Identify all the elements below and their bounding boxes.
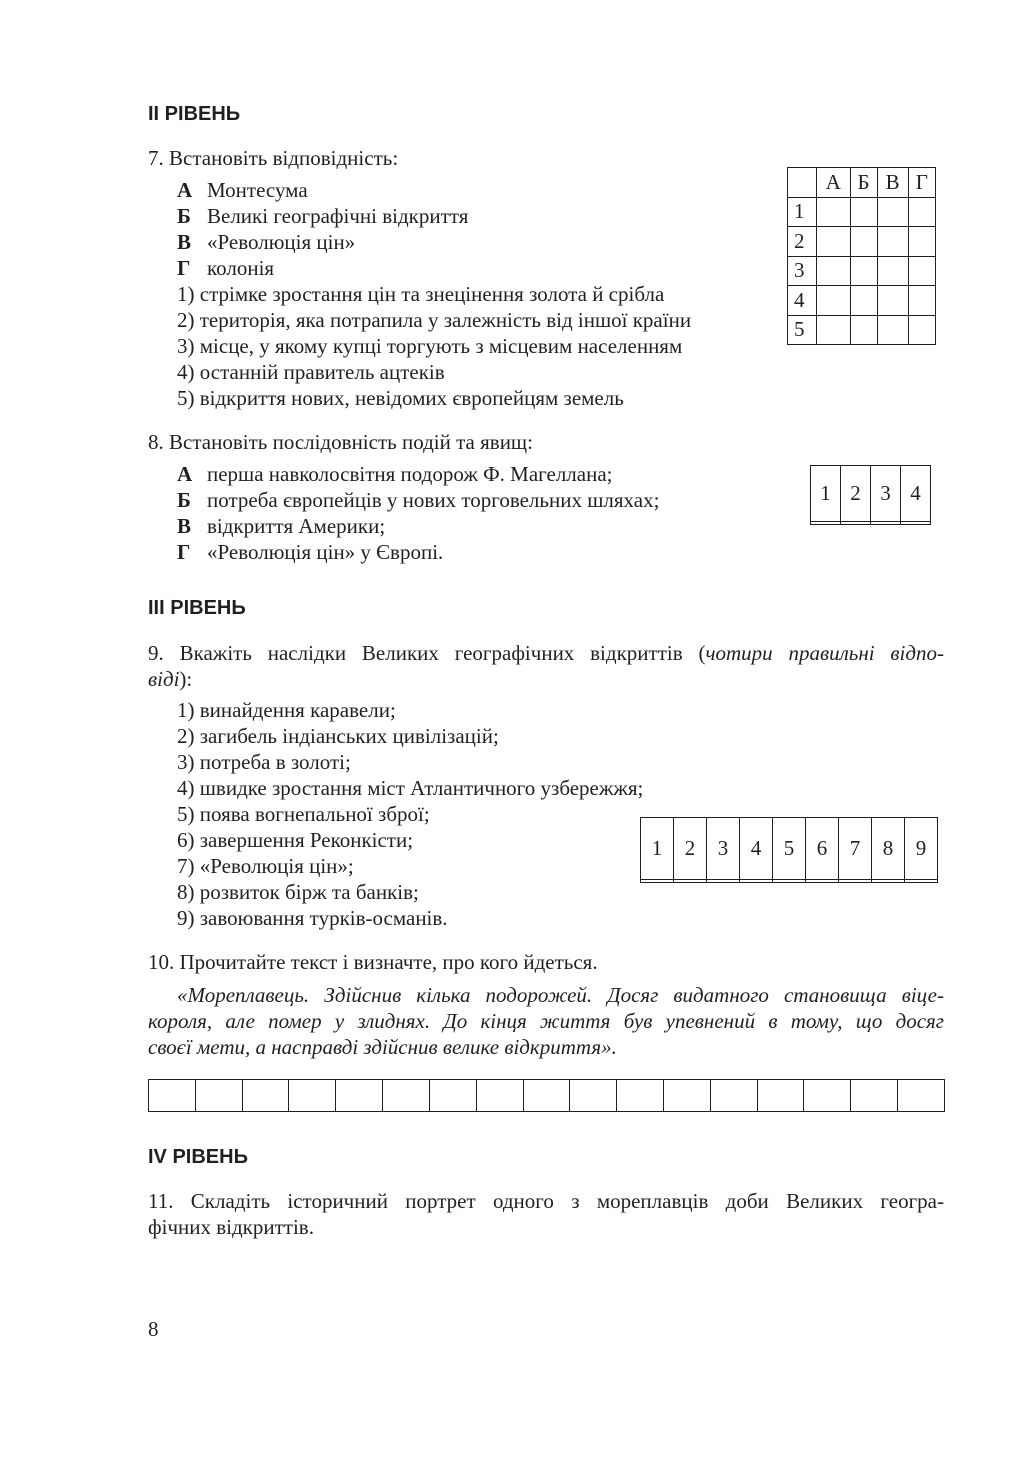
q11-line-2: фічних відкриттів. <box>148 1215 314 1239</box>
q10-answer-grid <box>148 1079 945 1112</box>
q9-option-6: 6) завершення Реконкісти; <box>177 828 414 852</box>
q7-grid-row-header: 4 <box>788 286 817 316</box>
q10-answer-cell[interactable] <box>851 1080 898 1112</box>
q8-item-v: В відкриття Америки; <box>177 514 386 538</box>
q7-grid-row-header: 3 <box>788 256 817 286</box>
q9-grid-cell[interactable] <box>872 880 905 883</box>
q9-options <box>177 697 643 931</box>
q7-grid-cell[interactable] <box>877 315 908 345</box>
level-3-heading: III РІВЕНЬ <box>148 597 246 619</box>
q10-answer-cell[interactable] <box>476 1080 523 1112</box>
q11-prompt <box>148 1188 944 1240</box>
q10-answer-cell[interactable] <box>242 1080 289 1112</box>
q8-grid-col-header: 3 <box>871 466 901 522</box>
level-4-heading: IV РІВЕНЬ <box>148 1146 248 1168</box>
level-2-heading: II РІВЕНЬ <box>148 103 241 125</box>
q7-grid-cell[interactable] <box>877 227 908 257</box>
q7-grid-cell[interactable] <box>817 315 851 345</box>
q9-grid-cell[interactable] <box>839 880 872 883</box>
q7-grid-row-header: 1 <box>788 197 817 227</box>
q9-grid-col-header: 2 <box>674 818 707 880</box>
q7-prompt: 7. Встановіть відповідність: <box>148 146 399 170</box>
q9-grid-col-header: 4 <box>740 818 773 880</box>
q10-answer-cell[interactable] <box>289 1080 336 1112</box>
q9-grid-cell[interactable] <box>773 880 806 883</box>
q7-grid-cell[interactable] <box>817 286 851 316</box>
q9-option-1: 1) винайдення каравели; <box>177 698 396 722</box>
q9-grid-col-header: 1 <box>641 818 674 880</box>
q10-answer-cell[interactable] <box>195 1080 242 1112</box>
q7-grid-cell[interactable] <box>850 286 877 316</box>
q8-grid-cell[interactable] <box>811 522 841 525</box>
q10-answer-cell[interactable] <box>710 1080 757 1112</box>
q10-answer-cell[interactable] <box>429 1080 476 1112</box>
q7-grid-cell[interactable] <box>850 315 877 345</box>
q8-prompt: 8. Встановіть послідовність подій та явищ: <box>148 430 533 454</box>
q7-grid-cell[interactable] <box>817 256 851 286</box>
q7-grid-cell[interactable] <box>908 256 935 286</box>
q10-answer-cell[interactable] <box>336 1080 383 1112</box>
q7-grid-cell[interactable] <box>877 256 908 286</box>
q9-grid-col-header: 6 <box>806 818 839 880</box>
q9-grid-cell[interactable] <box>674 880 707 883</box>
q8-item-g: Г «Революція цін» у Європі. <box>177 540 444 564</box>
q8-item-b: Б потреба європейців у нових торговельних шляхах; <box>177 488 660 512</box>
q10-answer-cell[interactable] <box>617 1080 664 1112</box>
q11-line-1: 11. Складіть історичний портрет одного з мореплавців доби Великих геогра- <box>148 1189 944 1213</box>
q9-grid-col-header: 9 <box>905 818 938 880</box>
q8-grid-cell[interactable] <box>901 522 931 525</box>
q7-grid-cell[interactable] <box>850 227 877 257</box>
q7-grid-cell[interactable] <box>850 197 877 227</box>
q10-quote-line-2: короля, але помер у злиднях. До кінця життя був упевнений в тому, що досяг <box>148 1009 944 1033</box>
q8-grid-col-header: 4 <box>901 466 931 522</box>
q7-grid-cell[interactable] <box>908 227 935 257</box>
q10-answer-cell[interactable] <box>523 1080 570 1112</box>
q8-grid-col-header: 1 <box>811 466 841 522</box>
q7-option-1: 1) стрімке зростання цін та знецінення золота й срібла <box>177 282 665 306</box>
page-number: 8 <box>148 1317 159 1341</box>
q7-grid-col-header: А <box>817 168 851 198</box>
q10-quote-line-1: «Мореплавець. Здійснив кілька подорожей. Досяг видатного становища віце- <box>177 983 944 1007</box>
q9-grid-cell[interactable] <box>806 880 839 883</box>
q9-answer-grid <box>640 817 938 883</box>
q9-prompt-line-1: 9. Вкажіть наслідки Великих географічних відкриттів (чотири правильні відпо- <box>148 641 944 665</box>
q10-answer-cell[interactable] <box>383 1080 430 1112</box>
q10-answer-cell[interactable] <box>570 1080 617 1112</box>
q10-answer-cell[interactable] <box>663 1080 710 1112</box>
q7-grid-corner <box>788 168 817 198</box>
q10-quote-line-3: своєї мети, а насправді здійснив велике відкриття». <box>148 1035 617 1059</box>
q10-answer-row <box>149 1080 945 1112</box>
q9-grid-cell[interactable] <box>707 880 740 883</box>
q9-option-3: 3) потреба в золоті; <box>177 750 351 774</box>
q9-prompt <box>148 640 944 692</box>
q7-grid-row-header: 2 <box>788 227 817 257</box>
q9-option-8: 8) розвиток бірж та банків; <box>177 880 419 904</box>
q7-grid-cell[interactable] <box>908 286 935 316</box>
q9-grid-cell[interactable] <box>905 880 938 883</box>
q9-option-5: 5) поява вогнепальної зброї; <box>177 802 430 826</box>
q8-grid-col-header: 2 <box>841 466 871 522</box>
q9-grid-col-header: 3 <box>707 818 740 880</box>
q9-grid-cell[interactable] <box>740 880 773 883</box>
q9-grid-col-header: 8 <box>872 818 905 880</box>
q8-grid-cell[interactable] <box>871 522 901 525</box>
q7-option-4: 4) останній правитель ацтеків <box>177 360 445 384</box>
q9-grid-col-header: 5 <box>773 818 806 880</box>
q10-prompt: 10. Прочитайте текст і визначте, про кого йдеться. <box>148 950 598 974</box>
q7-item-a: А Монтесума <box>177 178 308 202</box>
q10-quote <box>148 982 944 1060</box>
q7-item-v: В «Революція цін» <box>177 230 356 254</box>
q7-grid-col-header: В <box>877 168 908 198</box>
q7-grid-cell[interactable] <box>877 286 908 316</box>
q7-item-b: Б Великі географічні відкриття <box>177 204 469 228</box>
q7-grid-cell[interactable] <box>908 315 935 345</box>
q7-grid-row-header: 5 <box>788 315 817 345</box>
q7-grid-cell[interactable] <box>908 197 935 227</box>
q7-option-2: 2) територія, яка потрапила у залежність від іншої країни <box>177 308 692 332</box>
q9-option-2: 2) загибель індіанських цивілізацій; <box>177 724 499 748</box>
q10-answer-cell[interactable] <box>757 1080 804 1112</box>
q8-answer-grid <box>810 465 931 525</box>
q8-list <box>177 461 659 565</box>
q9-option-9: 9) завоювання турків-османів. <box>177 906 448 930</box>
q10-answer-cell[interactable] <box>149 1080 196 1112</box>
q7-option-5: 5) відкриття нових, невідомих європейцям земель <box>177 386 624 410</box>
q7-item-g: Г колонія <box>177 256 275 280</box>
q9-option-7: 7) «Революція цін»; <box>177 854 354 878</box>
q9-grid-col-header: 7 <box>839 818 872 880</box>
q8-grid-cell[interactable] <box>841 522 871 525</box>
q9-grid-cell[interactable] <box>641 880 674 883</box>
q7-list <box>177 177 691 411</box>
q7-answer-grid <box>787 167 936 345</box>
q7-grid-col-header: Г <box>908 168 935 198</box>
q9-prompt-line-2: віді): <box>148 667 193 691</box>
q10-answer-cell[interactable] <box>898 1080 945 1112</box>
q7-grid-cell[interactable] <box>850 256 877 286</box>
q8-item-a: А перша навколосвітня подорож Ф. Магеллана; <box>177 462 613 486</box>
q7-grid-cell[interactable] <box>817 227 851 257</box>
q10-answer-cell[interactable] <box>804 1080 851 1112</box>
q7-grid-cell[interactable] <box>817 197 851 227</box>
q7-option-3: 3) місце, у якому купці торгують з місцевим населенням <box>177 334 683 358</box>
q7-grid-col-header: Б <box>850 168 877 198</box>
q7-grid-cell[interactable] <box>877 197 908 227</box>
q9-option-4: 4) швидке зростання міст Атлантичного узбережжя; <box>177 776 644 800</box>
